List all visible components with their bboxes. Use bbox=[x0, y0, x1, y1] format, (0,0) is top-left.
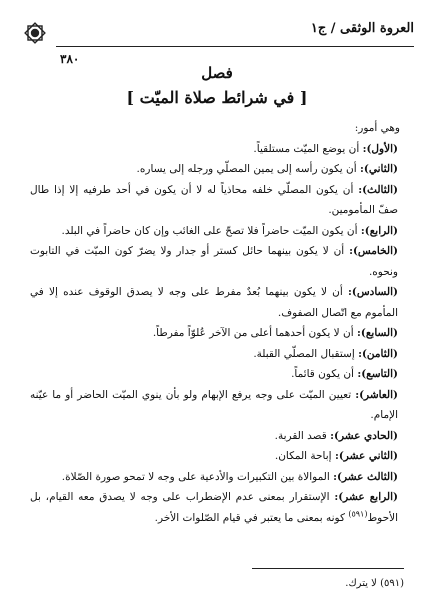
section-title: فصل bbox=[201, 64, 233, 82]
condition-text: أن لا يكون بينهما حائل كستر أو جدار ولا يضرّ كون الميّت في التابوت ونحوه. bbox=[30, 245, 398, 278]
footnote-marker: (٥٩١) bbox=[348, 509, 368, 518]
condition-label: (العاشر): bbox=[355, 388, 398, 401]
condition-7 bbox=[30, 323, 408, 344]
condition-2 bbox=[30, 159, 408, 180]
condition-9 bbox=[30, 364, 408, 385]
footnote: (٥٩١) لا يترك. bbox=[345, 578, 404, 589]
condition-4 bbox=[30, 221, 408, 242]
condition-text: أن يكون المصلّي خلفه محاذياً له لا أن يكون في أحد طرفيه إلا إذا طال صفّ المأمومين. bbox=[30, 183, 398, 216]
ornament-icon bbox=[20, 18, 50, 48]
condition-text: الإستقرار بمعنى عدم الإضطراب على وجه لا يصدق معه القيام، بل الأحوط bbox=[30, 491, 398, 524]
condition-label: (الثالث): bbox=[358, 183, 398, 196]
condition-10 bbox=[30, 385, 408, 426]
condition-13 bbox=[30, 467, 408, 488]
condition-label: (الرابع عشر): bbox=[334, 491, 399, 503]
condition-6 bbox=[30, 282, 408, 323]
condition-label: (الثاني عشر): bbox=[334, 450, 398, 462]
condition-text: إستقبال المصلّي القبلة. bbox=[253, 347, 359, 360]
condition-text: أن يوضع الميّت مستلقياً. bbox=[253, 142, 363, 155]
condition-5 bbox=[30, 241, 408, 282]
condition-label: (الخامس): bbox=[349, 245, 398, 257]
condition-text: أن لا يكون بينهما بُعدٌ مفرط على وجه لا يصدق الوقوف عنده إلا في المأموم مع اتّصال الصفوف. bbox=[30, 286, 398, 319]
condition-label: (الثالث عشر): bbox=[333, 470, 398, 483]
running-title: العروة الوثقى / ج١ bbox=[310, 21, 414, 36]
condition-label: (الرابع): bbox=[360, 224, 398, 237]
condition-text: أن يكون الميّت حاضراً فلا تصحّ على الغائب وإن كان حاضراً في البلد. bbox=[61, 224, 361, 237]
condition-label: (السادس): bbox=[348, 286, 398, 298]
condition-label: (الثامن): bbox=[358, 347, 398, 360]
intro-text: وهي أمور: bbox=[354, 122, 400, 134]
condition-label: (الحادي عشر): bbox=[330, 429, 398, 442]
condition-text: تعيين الميّت على وجه يرفع الإبهام ولو بأن ينوي الميّت الحاضر أو ما عيّنه الإمام. bbox=[30, 388, 398, 421]
condition-1 bbox=[30, 139, 408, 160]
condition-label: (الأول): bbox=[362, 142, 398, 155]
condition-label: (السابع): bbox=[356, 327, 398, 339]
condition-14 bbox=[30, 487, 408, 528]
header-rule bbox=[56, 46, 414, 47]
condition-label: (الثاني): bbox=[360, 163, 398, 175]
footnote-rule bbox=[252, 568, 404, 569]
condition-8 bbox=[30, 344, 408, 365]
section-subtitle: [ في شرائط صلاة الميّت ] bbox=[126, 88, 308, 107]
condition-text: أن يكون قائماً. bbox=[291, 368, 358, 380]
condition-label: (التاسع): bbox=[357, 368, 398, 380]
page-number: ٣٨٠ bbox=[60, 52, 80, 66]
condition-text: إباحة المكان. bbox=[274, 450, 335, 462]
document-body bbox=[30, 118, 408, 528]
condition-text: قصد القربة. bbox=[274, 429, 331, 442]
condition-3 bbox=[30, 180, 408, 221]
condition-text: أن يكون رأسه إلى يمين المصلّي ورجله إلى يساره. bbox=[136, 163, 361, 175]
condition-text: أن لا يكون أحدهما أعلى من الآخر عُلوّاً مفرطاً. bbox=[152, 327, 357, 339]
condition-12 bbox=[30, 446, 408, 467]
condition-11 bbox=[30, 426, 408, 447]
condition-text-continued: كونه بمعنى ما يعتبر في قيام الصّلوات الأخر. bbox=[154, 511, 349, 524]
page-header bbox=[20, 16, 414, 66]
condition-text: الموالاة بين التكبيرات والأدعية على وجه لا تمحو صورة الصّلاة. bbox=[61, 470, 334, 483]
